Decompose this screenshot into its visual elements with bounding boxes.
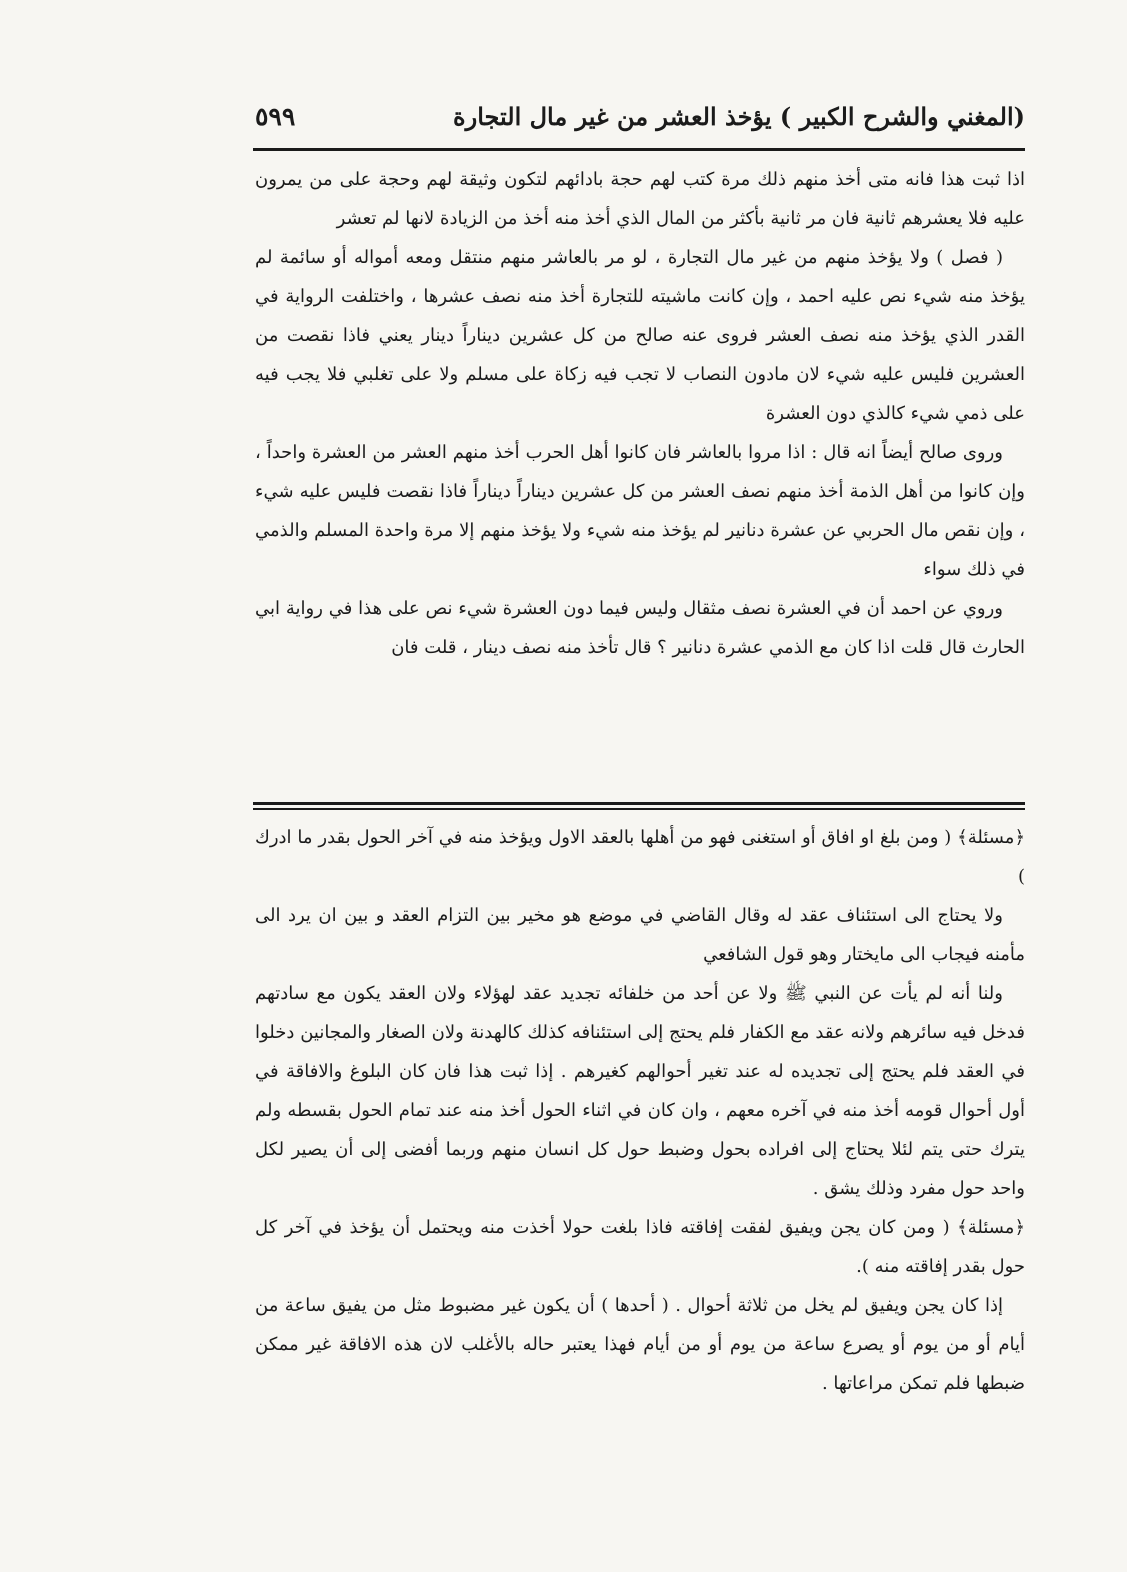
header-rule bbox=[253, 148, 1025, 151]
paragraph: اذا ثبت هذا فانه متى أخذ منهم ذلك مرة كتب لهم حجة بادائهم لتكون وثيقة لهم وحجة على من يمرون عليه فلا يعشرهم ثانية فان مر ثانية بأكثر من المال الذي أخذ منه أخذ من الزيادة لانها لم تعشر bbox=[255, 169, 1025, 229]
paragraph: ولنا أنه لم يأت عن النبي ﷺ ولا عن أحد من خلفائه تجديد عقد لهؤلاء ولان العقد يكون مع سادتهم فدخل فيه سائرهم ولانه عقد مع الكفار فلم يحتج إلى استئنافه كذلك كالهدنة ولان الصغار والمجانين دخلوا في العقد فلم يحتج إلى تجديده له عند تغير أحوالهم كغيرهم . إذا ثبت هذا فان كان البلوغ والافاقة في أول أحوال قومه أخذ منه في آخره معهم ، وان كان في اثناء الحول أخذ منه عند تمام الحول بقسطه ولم يترك حتى يتم لئلا يحتاج إلى افراده بحول وضبط حول كل انسان منهم وربما أفضى إلى أن يصير لكل واحد حول مفرد وذلك يشق . bbox=[255, 983, 1025, 1199]
paragraph: ( فصل ) ولا يؤخذ منهم من غير مال التجارة ، لو مر بالعاشر منهم منتقل ومعه أمواله أو سائمة لم يؤخذ منه شيء نص عليه احمد ، وإن كانت ماشيته للتجارة أخذ منه نصف عشرها ، واختلفت الرواية في القدر الذي يؤخذ منه نصف العشر فروى عنه صالح من كل عشرين ديناراً دينار يعني فاذا نقصت من العشرين فليس عليه شيء لان مادون النصاب لا تجب فيه زكاة على مسلم ولا على تغلبي فلا يجب فيه على ذمي شيء كالذي دون العشرة bbox=[255, 247, 1025, 424]
paragraph: ولا يحتاج الى استئناف عقد له وقال القاضي في موضع هو مخير بين التزام العقد و بين ان يرد الى مأمنه فيجاب الى مايختار وهو قول الشافعي bbox=[255, 905, 1025, 965]
paragraph: وروى صالح أيضاً انه قال : اذا مروا بالعاشر فان كانوا أهل الحرب أخذ منهم العشر من العشرة واحداً ، وإن كانوا من أهل الذمة أخذ منهم نصف العشر من كل عشرين ديناراً ديناراً فاذا نقصت فليس عليه شيء ، وإن نقص مال الحربي عن عشرة دنانير لم يؤخذ منه شيء ولا يؤخذ منهم إلا مرة واحدة المسلم والذمي في ذلك سواء bbox=[255, 442, 1025, 580]
running-title: (المغني والشرح الكبير ) يؤخذ العشر من غير مال التجارة bbox=[453, 102, 1025, 131]
masala-paragraph: ﴿مسئلة﴾ ( ومن بلغ او افاق أو استغنى فهو من أهلها بالعقد الاول ويؤخذ منه في آخر الحول بقدر ما ادرك ) bbox=[255, 827, 1025, 887]
separator-rule-bottom bbox=[253, 808, 1025, 810]
paragraph: وروي عن احمد أن في العشرة نصف مثقال وليس فيما دون العشرة شيء نص على هذا في رواية ابي الحارث قال قلت اذا كان مع الذمي عشرة دنانير ؟ قال تأخذ منه نصف دينار ، قلت فان bbox=[255, 598, 1025, 658]
page-number: ٥٩٩ bbox=[255, 102, 296, 131]
lower-text-block bbox=[255, 818, 1025, 1508]
page-header bbox=[255, 98, 1025, 144]
separator-rule-top bbox=[253, 802, 1025, 805]
masala-paragraph: ﴿مسئلة﴾ ( ومن كان يجن ويفيق لفقت إفاقته فاذا بلغت حولا أخذت منه ويحتمل أن يؤخذ في آخر كل حول بقدر إفاقته منه ). bbox=[255, 1217, 1025, 1277]
upper-text-block bbox=[255, 160, 1025, 794]
paragraph: إذا كان يجن ويفيق لم يخل من ثلاثة أحوال . ( أحدها ) أن يكون غير مضبوط مثل من يفيق ساعة من أيام أو من يوم أو يصرع ساعة من يوم أو من أيام فهذا يعتبر حاله بالأغلب لان هذه الافاقة غير ممكن ضبطها فلم تمكن مراعاتها . bbox=[255, 1295, 1025, 1394]
